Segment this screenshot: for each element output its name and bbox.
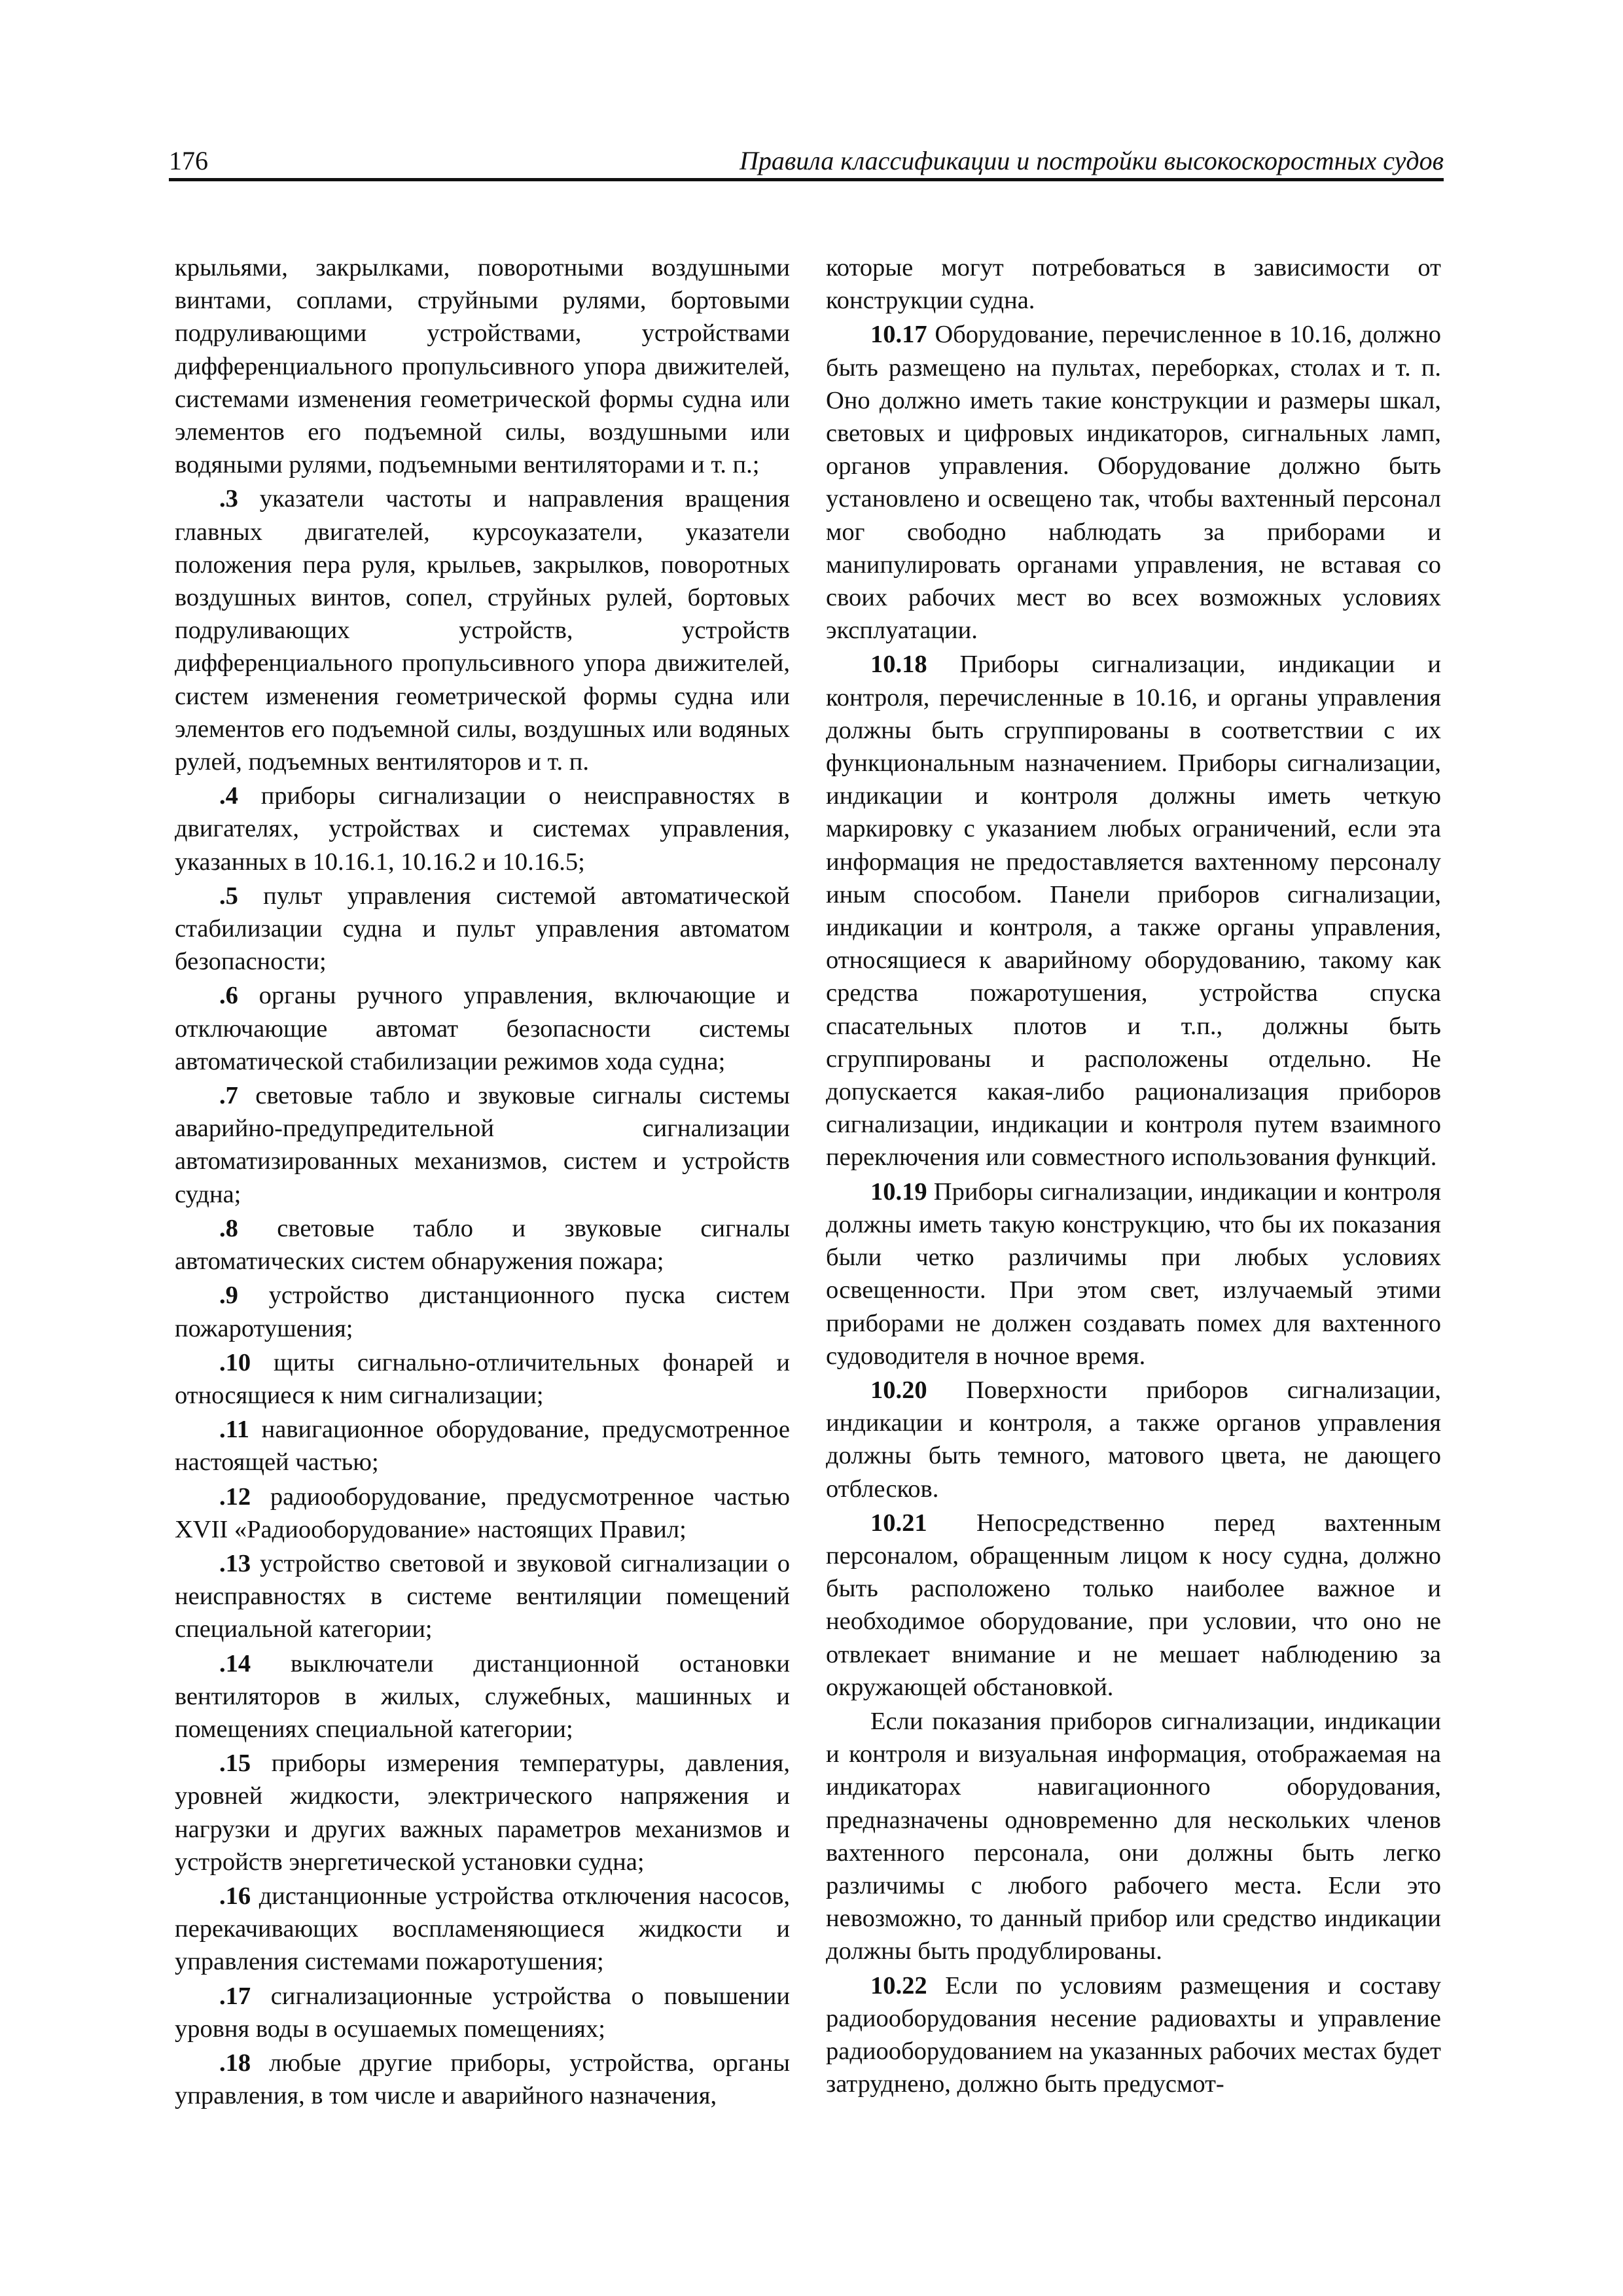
paragraph-text: приборы сигнализации о неисправностях в двигателях, устройствах и системах управления, указанных в 10.16.1, 10.16.2 и 10.16.5; <box>175 782 790 876</box>
item-number: .12 <box>219 1482 251 1511</box>
paragraph <box>826 1705 1441 1968</box>
paragraph-text: радиооборудование, предусмотренное частью XVII «Радиооборудование» настоящих Правил; <box>175 1482 790 1543</box>
item-number: .9 <box>219 1282 238 1310</box>
paragraph <box>175 1880 790 1979</box>
paragraph-text: приборы измерения температуры, давления, уровней жидкости, электрического напряжения и нагрузки и других важных параметров механизмов и устройств энергетической установки судна; <box>175 1749 790 1876</box>
paragraph <box>175 1346 790 1412</box>
paragraph-text: пульт управления системой автоматической стабилизации судна и пульт управления автоматом безопасности; <box>175 882 790 976</box>
paragraph-text: дистанционные устройства отключения насосов, перекачивающих воспламеняющиеся жидкости и управления системами пожаротушения; <box>175 1882 790 1976</box>
item-number: .6 <box>219 982 238 1010</box>
paragraph-text: Если по условиям размещения и составу радиооборудования несение радиовахты и управление радиооборудованием на указанных рабочих местах будет затруднено, должно быть предусмот- <box>826 1971 1441 2098</box>
item-number: .7 <box>219 1082 238 1110</box>
item-number: .13 <box>219 1549 251 1577</box>
paragraph-text: Приборы сигнализации, индикации и контроля должны иметь такую конструкцию, что бы их показания были четко различимы при любых условиях освещенности. При этом свет, излучаемый этими приборами не должен создавать помех для вахтенного судоводителя в ночное время. <box>826 1177 1441 1370</box>
header-rule <box>169 178 1444 181</box>
paragraph <box>175 979 790 1078</box>
right-column <box>826 251 1441 2102</box>
left-column <box>175 251 790 2113</box>
item-number: .8 <box>219 1214 238 1242</box>
paragraph-text: указатели частоты и направления вращения главных двигателей, курсоуказатели, указатели положения пера руля, крыльев, закрылков, поворотных воздушных винтов, сопел, струйных рулей, бортовых подруливающих устройств, устройств дифференциального пропульсивного упора движителей, систем изменения геометрической формы судна или элементов его подъемной силы, воздушных или водяных рулей, подъемных вентиляторов и т. п. <box>175 485 790 776</box>
item-number: .3 <box>219 485 238 513</box>
paragraph <box>826 1507 1441 1704</box>
paragraph <box>175 2047 790 2112</box>
paragraph <box>175 482 790 778</box>
paragraph <box>826 1969 1441 2101</box>
paragraph-text: навигационное оборудование, предусмотренное настоящей частью; <box>175 1416 790 1477</box>
paragraph <box>826 1374 1441 1505</box>
paragraph <box>175 1647 790 1746</box>
paragraph-text: выключатели дистанционной остановки вентиляторов в жилых, служебных, машинных и помещениях специальной категории; <box>175 1649 790 1743</box>
paragraph <box>826 1175 1441 1372</box>
paragraph-text: световые табло и звуковые сигналы автоматических систем обнаружения пожара; <box>175 1214 790 1276</box>
paragraph-text: любые другие приборы, устройства, органы управления, в том числе и аварийного назначения, <box>175 2049 790 2110</box>
item-number: 10.22 <box>870 1971 927 2000</box>
paragraph-text: световые табло и звуковые сигналы системы аварийно-предупредительной сигнализации автоматизированных механизмов, систем и устройств судна; <box>175 1082 790 1208</box>
paragraph-text: устройство дистанционного пуска систем пожаротушения; <box>175 1282 790 1342</box>
item-number: .4 <box>219 782 238 810</box>
item-number: .18 <box>219 2049 251 2077</box>
item-number: .17 <box>219 1982 251 2010</box>
paragraph <box>175 1547 790 1646</box>
item-number: .10 <box>219 1348 251 1376</box>
paragraph <box>826 648 1441 1174</box>
paragraph-text: Оборудование, перечисленное в 10.16, должно быть размещено на пультах, переборках, столах и т. п. Оно должно иметь такие конструкции и размеры шкал, световых и цифровых индикаторов, сигнальных ламп, органов управления. Оборудование должно быть установлено и освещено так, чтобы вахтенный персонал мог свободно наблюдать за приборами и манипулировать органами управления, не вставая со своих рабочих мест во всех возможных условиях эксплуатации. <box>826 321 1441 645</box>
page-header <box>169 145 1444 177</box>
item-number: .16 <box>219 1882 251 1910</box>
running-title: Правила классификации и постройки высокоскоростных судов <box>740 146 1444 175</box>
paragraph-text: крыльями, закрылками, поворотными воздушными винтами, соплами, струйными рулями, бортовыми подруливающими устройствами, устройствами дифференциального пропульсивного упора движителей, системами изменения геометрической формы судна или элементов его подъемной силы, воздушными или водяными рулями, подъемными вентиляторами и т. п.; <box>175 254 790 479</box>
paragraph-text: Непосредственно перед вахтенным персоналом, обращенным лицом к носу судна, должно быть расположено только наиболее важное и необходимое оборудование, при условии, что оно не отвлекает внимание и не мешает наблюдению за окружающей обстановкой. <box>826 1509 1441 1701</box>
paragraph <box>826 251 1441 317</box>
paragraph <box>175 1747 790 1878</box>
paragraph <box>175 1279 790 1344</box>
item-number: .11 <box>219 1416 250 1444</box>
paragraph <box>175 1480 790 1546</box>
paragraph <box>175 1079 790 1211</box>
item-number: .15 <box>219 1749 251 1778</box>
item-number: 10.20 <box>870 1376 927 1404</box>
paragraph <box>826 318 1441 647</box>
paragraph-text: устройство световой и звуковой сигнализации о неисправностях в системе вентиляции помещений специальной категории; <box>175 1549 790 1643</box>
paragraph <box>175 880 790 978</box>
paragraph-text: Приборы сигнализации, индикации и контроля, перечисленные в 10.16, и органы управления должны быть сгруппированы в соответствии с их функциональным назначением. Приборы сигнализации, индикации и контроля должны иметь четкую маркировку с указанием любых ограничений, если эта информация не предоставляется вахтенному персоналу иным способом. Панели приборов сигнализации, индикации и контроля, а также органы управления, относящиеся к аварийному оборудованию, такому как средства пожаротушения, устройства спуска спасательных плотов и т.п., должны быть сгруппированы и расположены отдельно. Не допускается какая-либо рационализация приборов сигнализации, индикации и контроля путем взаимного переключения или совместного использования функций. <box>826 651 1441 1172</box>
item-number: .14 <box>219 1649 251 1677</box>
paragraph <box>175 1980 790 2045</box>
paragraph-text: щиты сигнально-отличительных фонарей и относящиеся к ним сигнализации; <box>175 1348 790 1409</box>
item-number: 10.18 <box>870 651 927 679</box>
paragraph-text: сигнализационные устройства о повышении уровня воды в осушаемых помещениях; <box>175 1982 790 2043</box>
item-number: 10.21 <box>870 1509 927 1537</box>
paragraph-text: Поверхности приборов сигнализации, индикации и контроля, а также органов управления должны быть темного, матового цвета, не дающего отблесков. <box>826 1376 1441 1503</box>
paragraph <box>175 1212 790 1278</box>
item-number: 10.19 <box>870 1177 927 1206</box>
item-number: .5 <box>219 882 238 910</box>
paragraph <box>175 251 790 481</box>
item-number: 10.17 <box>870 321 927 349</box>
paragraph <box>175 780 790 878</box>
page-number: 176 <box>169 146 208 175</box>
paragraph-text: которые могут потребоваться в зависимости от конструкции судна. <box>826 254 1441 315</box>
paragraph-text: Если показания приборов сигнализации, индикации и контроля и визуальная информация, отображаемая на индикаторах навигационного оборудования, предназначены одновременно для нескольких членов вахтенного персонала, они должны быть легко различимы с любого рабочего места. Если это невозможно, то данный прибор или средство индикации должны быть продублированы. <box>826 1707 1441 1965</box>
paragraph-text: органы ручного управления, включающие и отключающие автомат безопасности системы автоматической стабилизации режимов хода судна; <box>175 982 790 1075</box>
paragraph <box>175 1413 790 1479</box>
